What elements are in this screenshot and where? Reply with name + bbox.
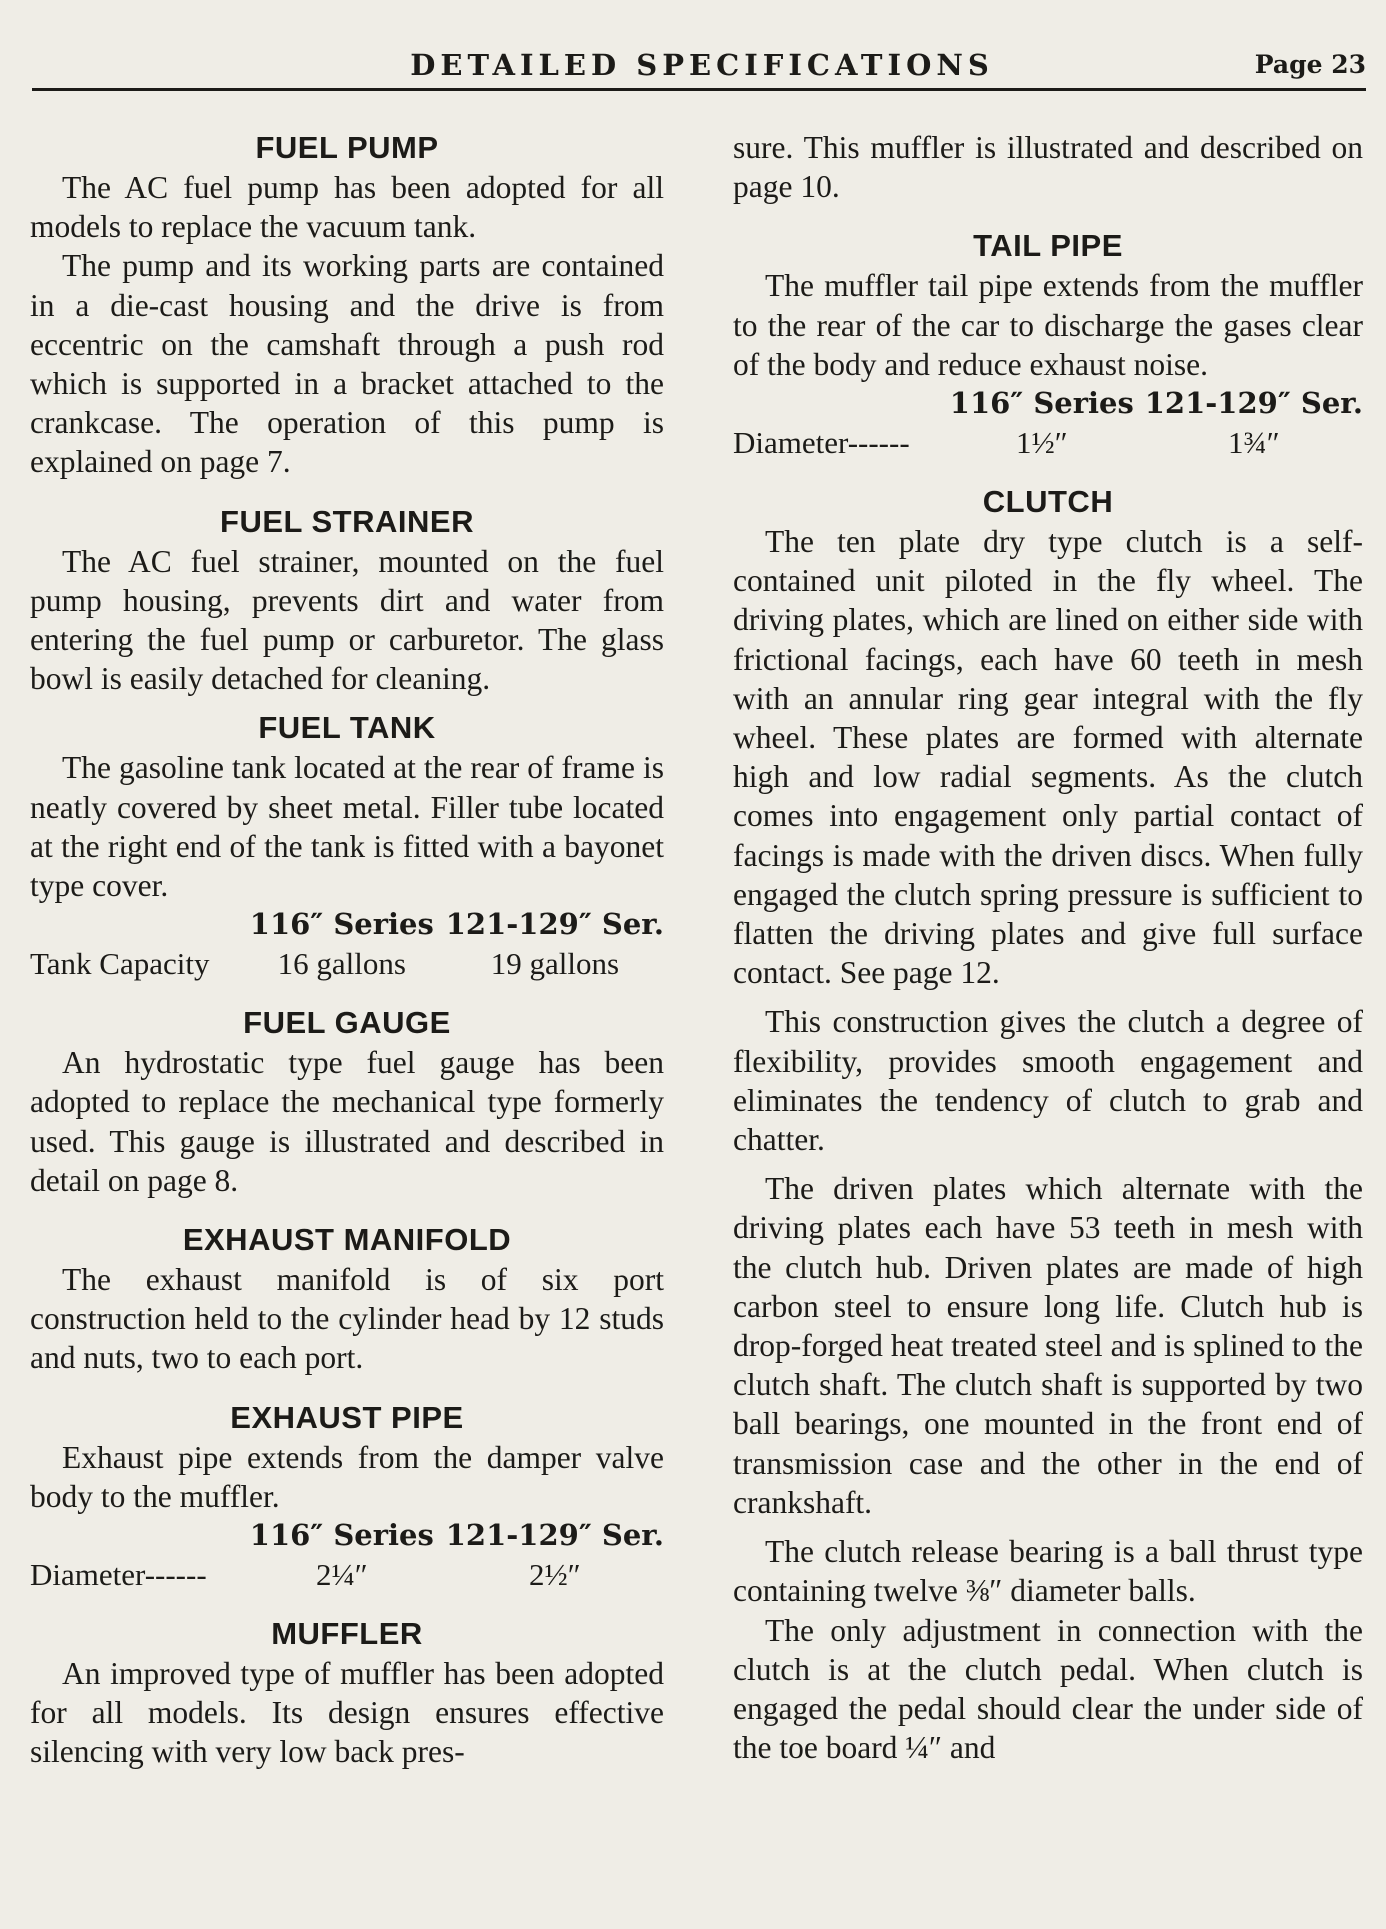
section-heading-fuel-gauge: FUEL GAUGE [243,1005,451,1041]
section-heading-clutch: CLUTCH [982,484,1114,520]
section-heading-exhaust-pipe: EXHAUST PIPE [230,1399,464,1435]
header-rule [32,88,1366,91]
fuel-gauge-paragraph: An hydrostatic type fuel gauge has been adopted to replace the mechanical type formerly used. This gauge is illustrated and described in detail on page 8. [30,1045,664,1198]
page-number: Page 23 [1254,50,1366,79]
spec-value-116: 16 gallons [277,946,406,982]
clutch-paragraph-4: The clutch release bearing is a ball thrust type containing twelve ⅜″ diameter balls. [733,1534,1363,1609]
spec-value-116: 1½″ [1015,425,1068,461]
muffler-paragraph-continued: sure. This muffler is illustrated and described on page 10. [733,130,1363,205]
fuel-tank-paragraph: The gasoline tank located at the rear of frame is neatly covered by sheet metal. Filler tube located at the right end of the tank is fitted with a bayonet type cover. [30,750,664,904]
exhaust-pipe-paragraph: Exhaust pipe extends from the damper valve body to the muffler. [30,1439,664,1514]
muffler-paragraph: An improved type of muffler has been adopted for all models. Its design ensures effective silencing with very low back pres- [30,1656,664,1770]
fuel-strainer-paragraph: The AC fuel strainer, mounted on the fuel pump housing, prevents dirt and water from entering the fuel pump or carburetor. The glass bowl is easily detached for cleaning. [30,543,664,697]
spec-value-116: 2¼″ [315,1557,368,1593]
spec-header-121-129: 121-129″ Ser. [445,1518,664,1553]
clutch-paragraph-3: The driven plates which alternate with the driving plates each have 53 teeth in mesh with the clutch hub. Driven plates are made of high carbon steel to ensure long life. Clutch hub is drop-forged heat treated steel and is splined to the clutch shaft. The clutch shaft is supported by two ball bearings, one mounted in the front end of transmission case and the other in the end of crankshaft. [733,1171,1363,1520]
spec-label: Diameter------ [30,1557,207,1593]
exhaust-pipe-spec-table [30,1516,664,1594]
spec-header-116: 116″ Series [249,1518,434,1553]
tail-pipe-spec-table [733,384,1363,462]
clutch-paragraph-1: The ten plate dry type clutch is a self-contained unit piloted in the fly wheel. The driving plates, which are lined on either side with frictional facings, each have 60 teeth in mesh with an annular ring gear integral with the fly wheel. These plates are formed with alternate high and low radial segments. As the clutch comes into engagement only partial contact of facings is made with the driven discs. When fully engaged the clutch spring pressure is sufficient to flatten the driving plates and give full surface contact. See page 12. [733,524,1363,991]
spec-header-116: 116″ Series [249,907,434,942]
spec-header-116: 116″ Series [949,386,1134,421]
spec-header-121-129: 121-129″ Ser. [1144,386,1363,421]
exhaust-manifold-paragraph: The exhaust manifold is of six port construction held to the cylinder head by 12 studs and nuts, two to each port. [30,1262,664,1376]
section-heading-exhaust-manifold: EXHAUST MANIFOLD [182,1222,512,1258]
spec-value-121-129: 19 gallons [490,946,620,982]
section-heading-fuel-pump: FUEL PUMP [255,130,439,165]
fuel-tank-spec-table [30,905,664,983]
section-heading-fuel-strainer: FUEL STRAINER [220,503,474,539]
clutch-paragraph-2: This construction gives the clutch a degree of flexibility, provides smooth engagement and eliminates the tendency of clutch to grab and chatter. [733,1004,1363,1158]
section-heading-tail-pipe: TAIL PIPE [973,228,1123,264]
spec-header-121-129: 121-129″ Ser. [445,907,664,942]
fuel-pump-paragraph-1: The AC fuel pump has been adopted for all models to replace the vacuum tank. [30,170,664,245]
clutch-paragraph-5: The only adjustment in connection with the clutch is at the clutch pedal. When clutch is engaged the pedal should clear the under side of the toe board ¼″ and [733,1612,1363,1766]
section-heading-muffler: MUFFLER [271,1616,423,1652]
spec-value-121-129: 1¾″ [1228,425,1280,461]
spec-label: Diameter------ [733,425,910,461]
page-title: DETAILED SPECIFICATIONS [410,48,994,82]
fuel-pump-paragraph-2: The pump and its working parts are contained in a die-cast housing and the drive is from eccentric on the camshaft through a push rod which is supported in a bracket attached to the crankcase. The operation of this pump is explained on page 7. [30,248,664,480]
section-heading-fuel-tank: FUEL TANK [258,710,436,746]
spec-label: Tank Capacity [30,946,210,982]
spec-value-121-129: 2½″ [529,1557,581,1593]
tail-pipe-paragraph: The muffler tail pipe extends from the muffler to the rear of the car to discharge the gases clear of the body and reduce exhaust noise. [733,268,1363,382]
right-column [733,128,1363,1767]
page-header [32,44,1366,90]
left-column [30,128,664,1772]
